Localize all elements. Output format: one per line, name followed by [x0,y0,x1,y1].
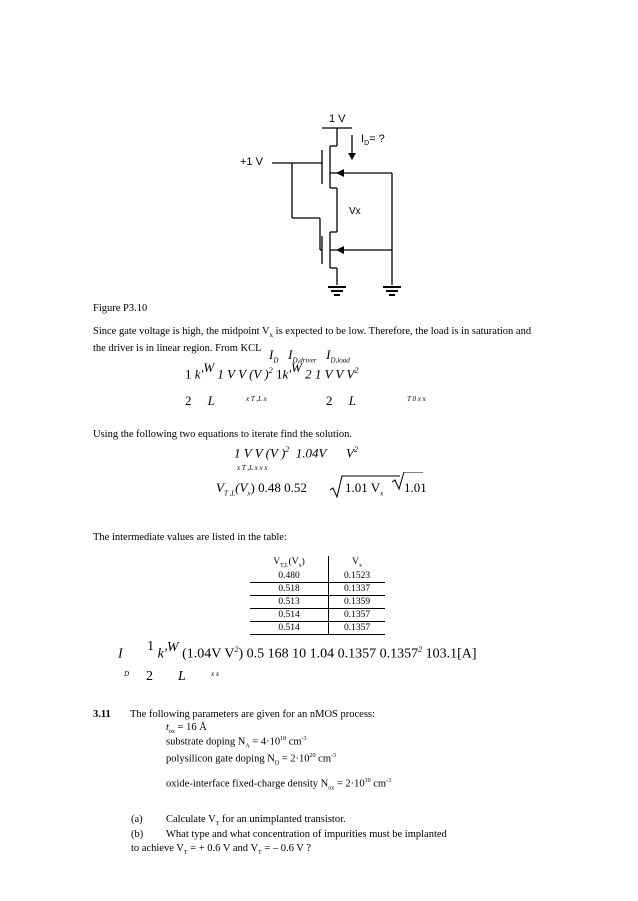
id-equation-L: L [178,669,186,684]
param-poly: polysilicon gate doping $N_D = 2\cdot 10^{20}$ $cm^{-3}$ [166,753,336,767]
table-header-vtl: $V_{T,L}(V_x)$ [250,556,329,570]
part-b-text-2: to achieve $V_T$ = + 0.6 V and $V_T$ = – 0.6 V ? [131,843,311,857]
kcl-equation-top: 1 k'W 1 V V (V )$^2$ 1k'W 2 1 V V $V^2$ [185,360,359,382]
param-oxide: oxide-interface fixed-charge density $N_{ox} = 2\cdot 10^{10}$ $cm^{-3}$ [166,778,392,792]
iterate-text: Using the following two equations to iterate find the solution. [93,429,352,440]
problem-number: 3.11 [93,709,111,720]
part-b-label: (b) [131,829,144,840]
param-substrate: substrate doping $N_A = 4\cdot 10^{18}$ $cm^{-3}$ [166,736,307,750]
paragraph-kcl: Since gate voltage is high, the midpoint $V_x$ is expected to be low. Therefore, the load is in saturation and the driver is in linear region. From KCL [93,326,532,355]
vx-label: Vx [349,206,361,217]
table-row: 0.514 0.1357 [250,608,385,621]
kcl-equation-bottom-right: 2 L $^{T 0 x x}$ [326,393,426,408]
table-intro: The intermediate values are listed in the table: [93,532,287,543]
sqrt-term-2: 1.01 [404,480,427,495]
iter-equation-2: $V_{T ,L}(V_x)$ 0.48 0.52 [216,480,307,498]
problem-intro: The following parameters are given for an nMOS process: [130,709,375,720]
id-equation-two: 2 [146,669,153,684]
id-sub: D [124,670,130,678]
table-row: 0.518 0.1337 [250,582,385,595]
table-header-vx: $V_x$ [352,557,362,569]
id-label: $I_D=$ ? [361,133,385,148]
figure-caption: Figure P3.10 [93,303,148,314]
id-equation: I 1 k'W (1.04V $V^2$) 0.5 168 10 1.04 0.1357 0.1357$^2$ 103.1[A] [118,638,477,662]
param-tox: $t_{ox} = 16$ Å [166,722,207,736]
kcl-equation-bottom: 2 L $^{x T ,L x}$ [185,393,267,408]
id-equation-subs: x x [211,670,219,678]
table-row: 0.480 0.1523 [250,570,385,583]
sqrt-term: 1.01 $V_x$ [345,480,384,498]
iteration-table [250,556,385,635]
vdd-label: 1 V [329,113,346,125]
kcl-header: $I_D$ $I_{D,driver}$ $I_{D,load}$ [269,347,350,365]
table-row: 0.513 0.1359 [250,595,385,608]
part-b-text: What type and what concentration of impurities must be implanted [166,829,447,840]
iter-equation-1-subs: x T ,L x x x [237,464,268,472]
circuit-diagram [0,0,638,310]
part-a-text: Calculate $V_T$ for an unimplanted transistor. [166,814,346,828]
gate-voltage-label: +1 V [240,156,263,168]
table-row: 0.514 0.1357 [250,621,385,634]
part-a-label: (a) [131,814,143,825]
iter-equation-1: 1 V V (V )$^2$ 1.04V $V^2$ [234,445,358,461]
